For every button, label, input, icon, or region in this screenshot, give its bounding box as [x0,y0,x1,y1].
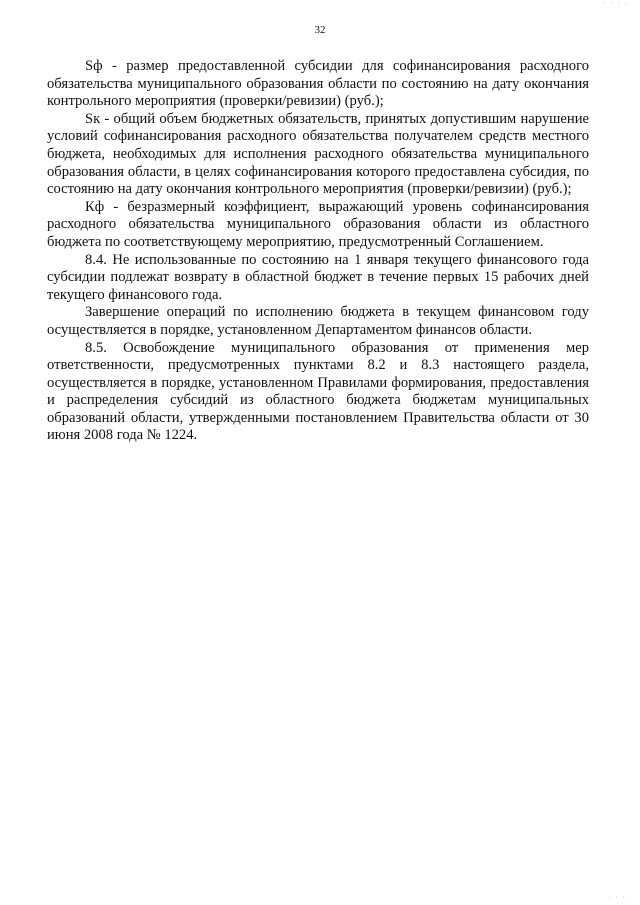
document-body [47,58,589,445]
page-number: 32 [314,24,326,36]
scan-artifact-top: · · · · [603,0,628,8]
scan-artifact-bottom: · · · [608,893,626,902]
paragraph-budget-completion: Завершение операций по исполнению бюджета в текущем финансовом году осуществляется в порядке, установленном Департаментом финансов области. [47,304,589,338]
paragraph-kf-definition: Кф - безразмерный коэффициент, выражающий уровень софинансирования расходного обязательства муниципального образования области из областного бюджета по соответствующему мероприятию, предусмотренный Соглашением. [47,198,589,250]
paragraph-sf-definition: Sф - размер предоставленной субсидии для софинансирования расходного обязательства муниципального образования области по состоянию на дату окончания контрольного мероприятия (проверки/ревизии) (руб.); [47,58,589,110]
paragraph-8-4: 8.4. Не использованные по состоянию на 1 января текущего финансового года субсидии подлежат возврату в областной бюджет в течение первых 15 рабочих дней текущего финансового года. [47,251,589,303]
paragraph-8-5: 8.5. Освобождение муниципального образования от применения мер ответственности, предусмотренных пунктами 8.2 и 8.3 настоящего раздела, осуществляется в порядке, установленном Правилами формирования, предоставления и распределения субсидий из областного бюджета бюджетам муниципальных образований области, утвержденными постановлением Правительства области от 30 июня 2008 года № 1224. [47,339,589,444]
paragraph-sk-definition: Sк - общий объем бюджетных обязательств, принятых допустившим нарушение условий софинансирования расходного обязательства получателем средств местного бюджета, необходимых для исполнения расходного обязательства муниципального образования области, в целях софинансирования которого предоставлена субсидия, по состоянию на дату окончания контрольного мероприятия (проверки/ревизии) (руб.); [47,110,589,198]
